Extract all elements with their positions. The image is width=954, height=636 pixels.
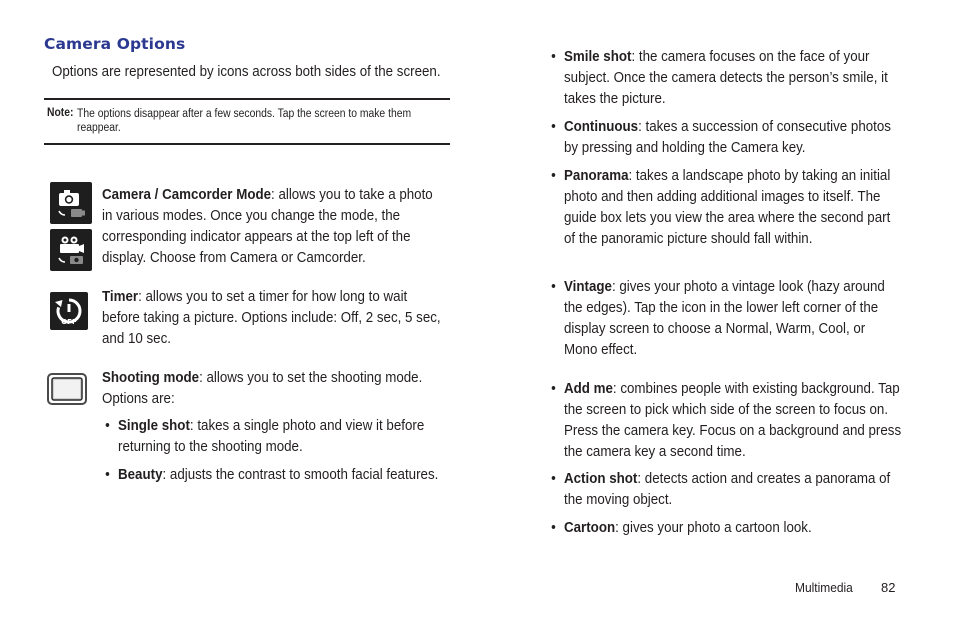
- bullet-text: : adjusts the contrast to smooth facial features.: [162, 467, 439, 483]
- intro-text: Options are represented by icons across both sides of the screen.: [52, 64, 441, 80]
- bullet-text: : takes a succession of consecutive photos by pressing and holding the Camera key.: [564, 119, 891, 156]
- bullet-dot: •: [105, 418, 110, 434]
- shooting-mode-description: [102, 368, 444, 410]
- list-item: [551, 518, 895, 539]
- list-item: [105, 416, 449, 458]
- page-number: 82: [881, 580, 896, 595]
- bullet-text: : combines people with existing background. Tap the screen to pick which side of the screen to focus on. Press the camera key. Focus on a background and press the camera key a second time.: [564, 381, 902, 460]
- bullet-dot: •: [551, 381, 556, 397]
- timer-description: [102, 287, 444, 350]
- bullet-text: : gives your photo a cartoon look.: [615, 520, 812, 536]
- note-bottom-rule: [44, 143, 450, 145]
- bullet-title: Smile shot: [564, 49, 632, 65]
- footer-section-name: Multimedia: [795, 580, 853, 595]
- bullet-text: : detects action and creates a panorama of the moving object.: [564, 471, 891, 508]
- list-item: [105, 465, 458, 486]
- bullet-title: Continuous: [564, 119, 639, 135]
- bullet-dot: •: [551, 279, 556, 295]
- timer-off-icon: [50, 292, 88, 330]
- timer-off-label: OFF: [61, 318, 77, 326]
- note-text: The options disappear after a few seconds. Tap the screen to make them reappear.: [77, 108, 412, 134]
- camera-mode-description: [102, 185, 444, 269]
- timer-text: : allows you to set a timer for how long to wait before taking a picture. Options include: Off, 2 sec, 5 sec, and 10 sec.: [102, 289, 441, 347]
- camcorder-mode-icon: [50, 229, 92, 271]
- bullet-title: Action shot: [564, 471, 638, 487]
- bullet-dot: •: [551, 49, 556, 65]
- camera-mode-icon: [50, 182, 92, 224]
- bullet-dot: •: [105, 467, 110, 483]
- bullet-dot: •: [551, 471, 556, 487]
- bullet-text: : gives your photo a vintage look (hazy around the edges). Tap the icon in the lower left corner of the display screen to choose a Normal, Warm, Cool, or Mono effect.: [564, 279, 885, 358]
- list-item: [551, 47, 895, 110]
- shooting-mode-icon: [47, 373, 87, 405]
- bullet-title: Single shot: [118, 418, 190, 434]
- camera-mode-text: : allows you to take a photo in various modes. Once you change the mode, the corresponding indicator appears at the top left of the display. Choose from Camera or Camcorder.: [102, 187, 433, 266]
- bullet-text: : takes a single photo and view it before returning to the shooting mode.: [118, 418, 425, 455]
- bullet-title: Add me: [564, 381, 613, 397]
- bullet-title: Panorama: [564, 168, 629, 184]
- bullet-title: Beauty: [118, 467, 163, 483]
- bullet-title: Vintage: [564, 279, 612, 295]
- camera-mode-title: Camera / Camcorder Mode: [102, 187, 272, 203]
- bullet-text: : the camera focuses on the face of your subject. Once the camera detects the person’s smile, it takes the picture.: [564, 49, 888, 107]
- list-item: [551, 166, 895, 250]
- bullet-dot: •: [551, 520, 556, 536]
- shooting-mode-title: Shooting mode: [102, 370, 200, 386]
- bullet-title: Cartoon: [564, 520, 616, 536]
- list-item: [551, 379, 904, 463]
- bullet-dot: •: [551, 168, 556, 184]
- list-item: [551, 117, 904, 159]
- list-item: [551, 469, 904, 511]
- timer-title: Timer: [102, 289, 139, 305]
- bullet-dot: •: [551, 119, 556, 135]
- shooting-mode-text: : allows you to set the shooting mode. Options are:: [102, 370, 423, 407]
- section-heading: Camera Options: [44, 35, 186, 53]
- bullet-text: : takes a landscape photo by taking an initial photo and then adding additional images to itself. The guide box lets you view the area where the second part of the panoramic picture should fall within.: [564, 168, 891, 247]
- list-item: [551, 277, 900, 361]
- note-label: Note:: [47, 107, 74, 119]
- note-top-rule: [44, 98, 450, 100]
